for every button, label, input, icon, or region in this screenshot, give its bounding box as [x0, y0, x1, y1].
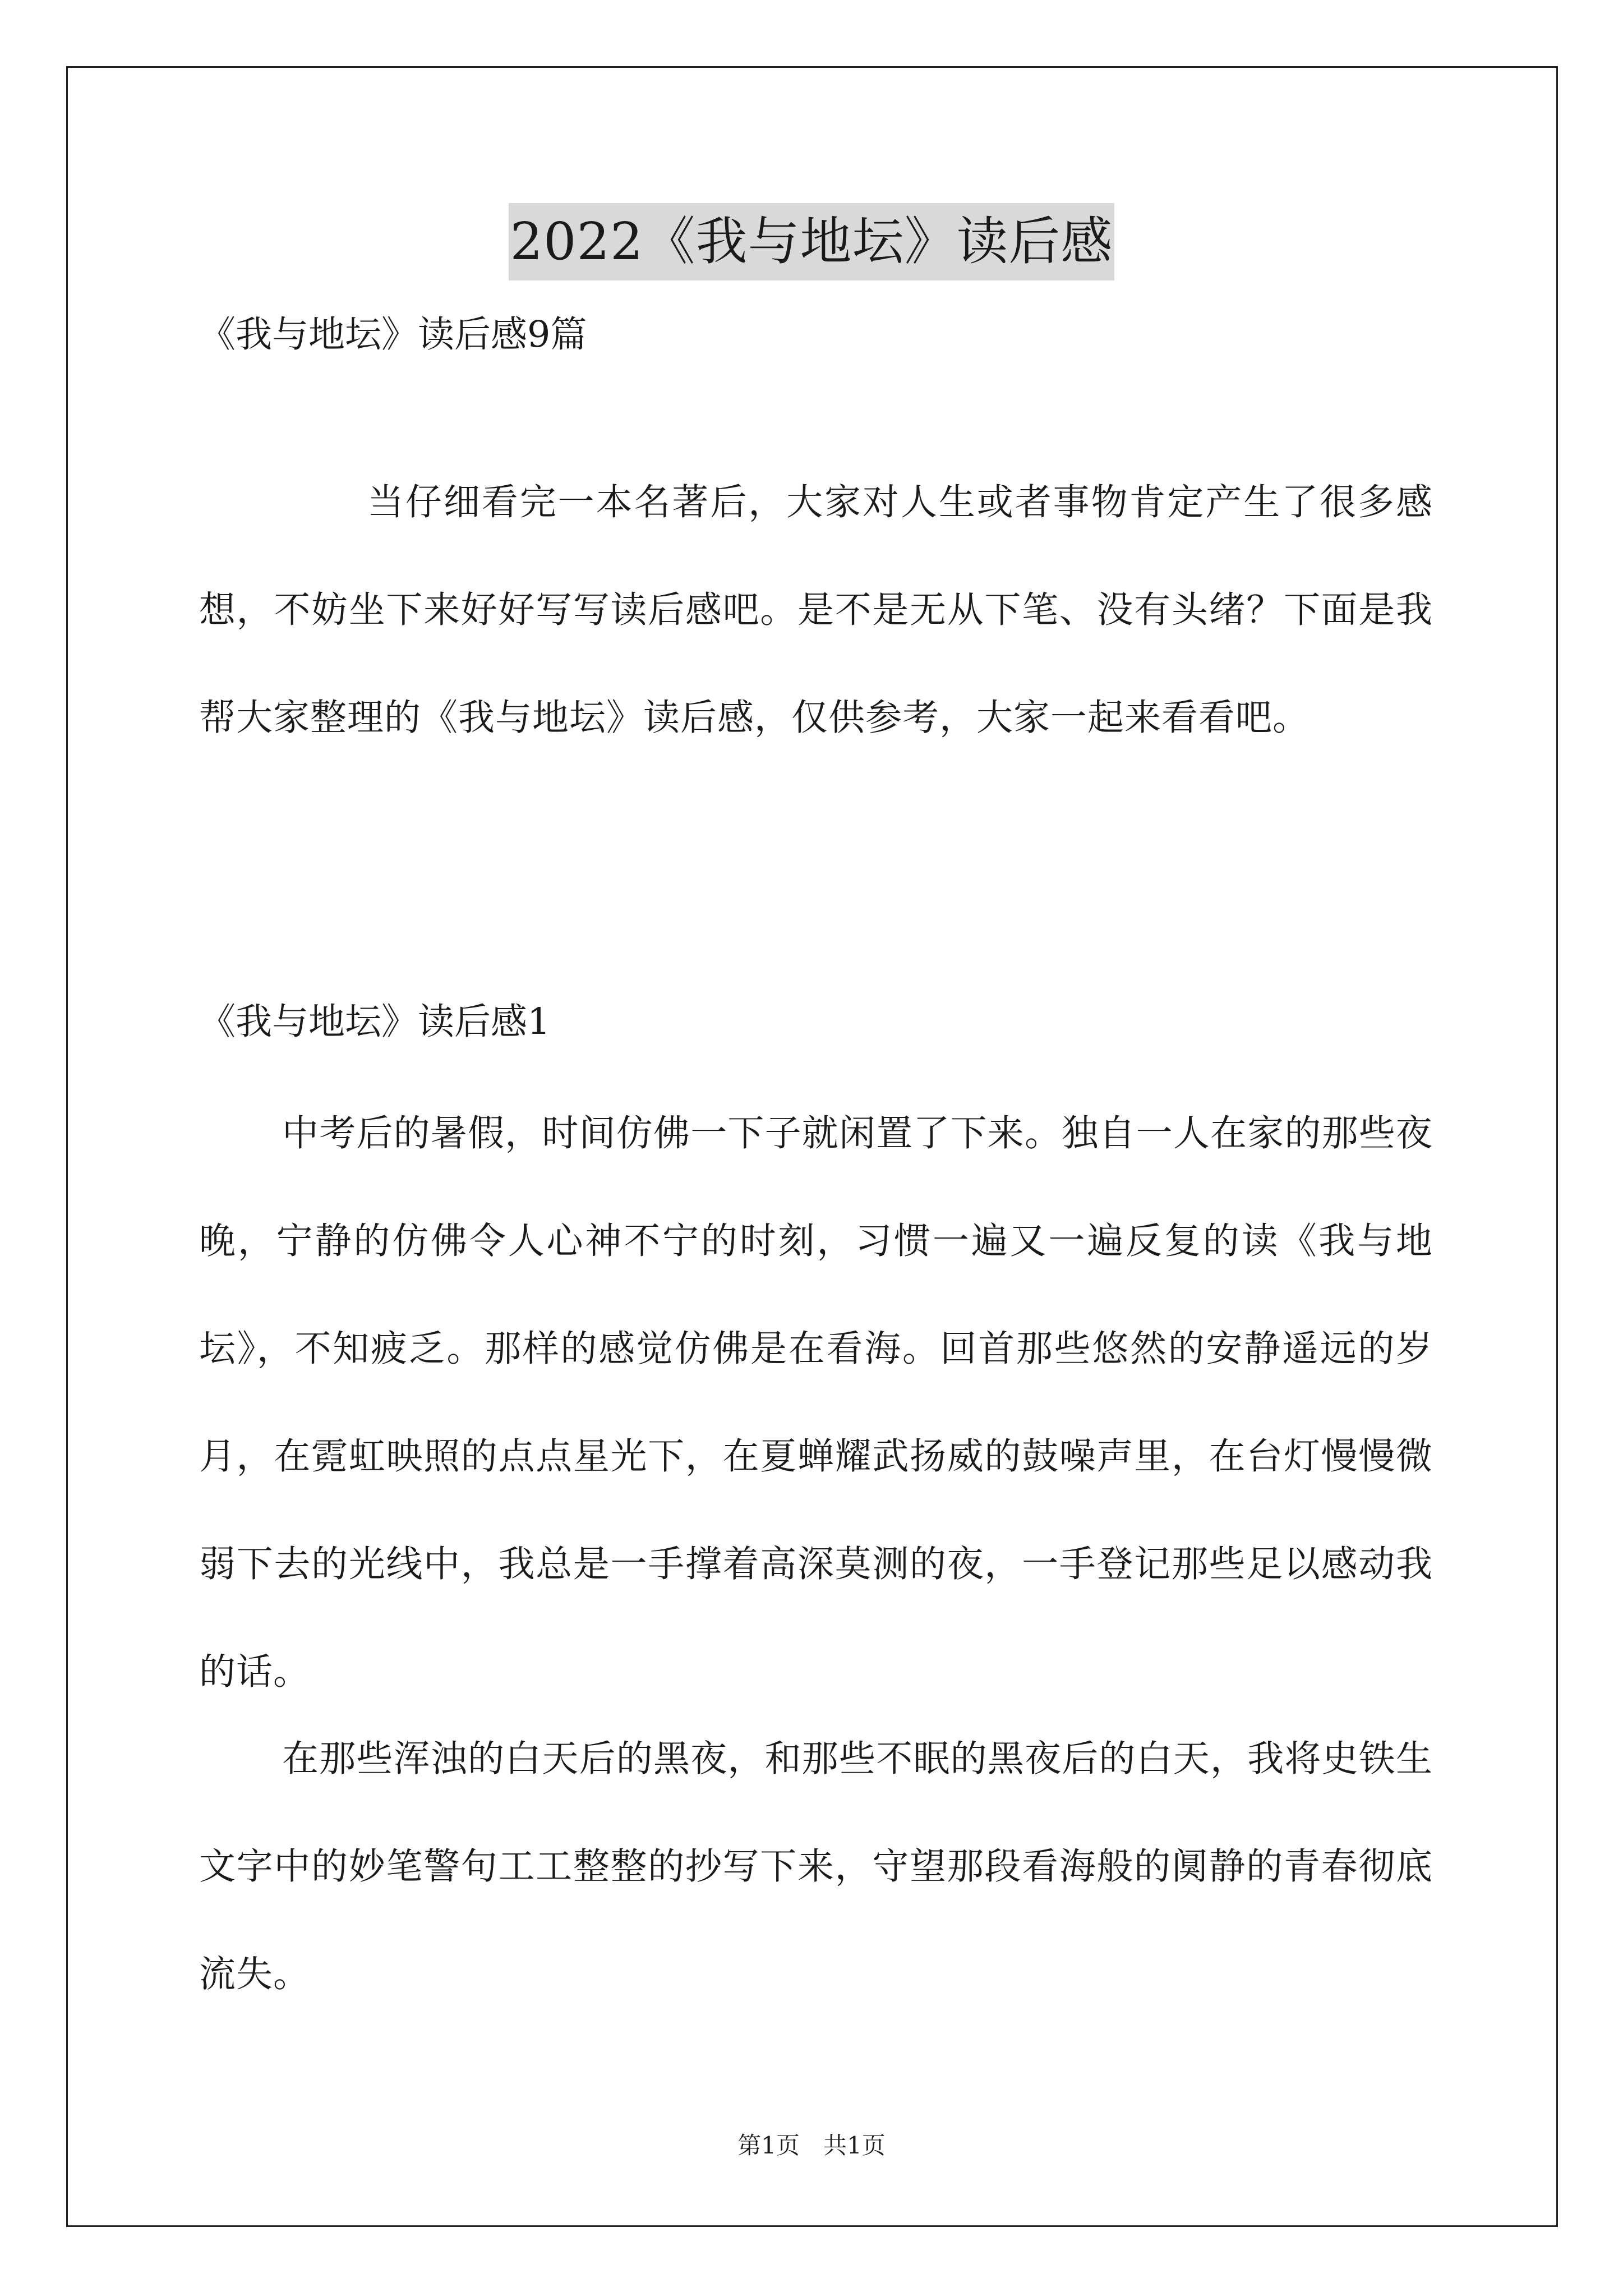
- title-container: [0, 203, 1623, 280]
- page-footer: 第1页 共1页: [737, 2132, 886, 2159]
- body-paragraph-2: 在那些浑浊的白天后的黑夜，和那些不眠的黑夜后的白天，我将史铁生文字中的妙笔警句工工整整的抄写下来，守望那段看海般的阒静的青春彻底流失。: [199, 1738, 1433, 1995]
- document-title: 2022《我与地坛》读后感: [509, 203, 1114, 280]
- document-subtitle: 《我与地坛》读后感9篇: [199, 314, 587, 356]
- intro-paragraph: 当仔细看完一本名著后，大家对人生或者事物肯定产生了很多感想，不妨坐下来好好写写读后感吧。是不是无从下笔、没有头绪？下面是我帮大家整理的《我与地坛》读后感，仅供参考，大家一起来看看吧。: [199, 481, 1433, 739]
- body-paragraph-1: 中考后的暑假，时间仿佛一下子就闲置了下来。独自一人在家的那些夜晚，宁静的仿佛令人心神不宁的时刻，习惯一遍又一遍反复的读《我与地坛》，不知疲乏。那样的感觉仿佛是在看海。回首那些悠然的安静遥远的岁月，在霓虹映照的点点星光下，在夏蝉耀武扬威的鼓噪声里，在台灯慢慢微弱下去的光线中，我总是一手撑着高深莫测的夜，一手登记那些足以感动我的话。: [199, 1112, 1433, 1693]
- section-heading: 《我与地坛》读后感1: [199, 1001, 551, 1043]
